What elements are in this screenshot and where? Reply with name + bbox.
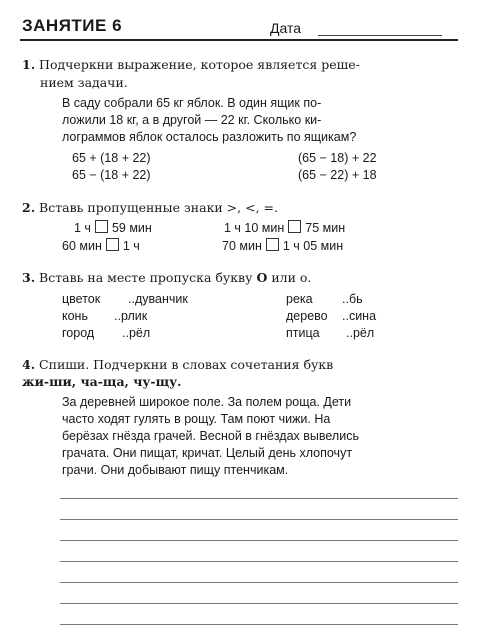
task4-text-line: берёзах гнёзда грачей. Весной в гнёздах вывелись xyxy=(62,429,359,443)
task4-number: 4. xyxy=(22,357,36,372)
task4-instruction-line1: Спиши. Подчеркни в словах сочетания букв xyxy=(39,357,334,372)
comparison-right: 75 мин xyxy=(305,221,346,235)
writing-line[interactable] xyxy=(60,624,458,625)
task1-problem-line2: ложили 18 кг, а в другой — 22 кг. Сколько ки- xyxy=(62,113,322,127)
word-item: конь xyxy=(62,309,88,323)
writing-line[interactable] xyxy=(60,540,458,541)
sign-box[interactable] xyxy=(95,220,108,233)
writing-line[interactable] xyxy=(60,519,458,520)
task4-text-line: грачи. Они добывают пищу птенчикам. xyxy=(62,463,289,477)
task3-number: 3. xyxy=(22,270,36,285)
task3-letter-lower: о. xyxy=(299,270,312,285)
word-gap[interactable]: ..бь xyxy=(342,292,363,306)
task2-instruction-text: Вставь пропущенные знаки >, <, =. xyxy=(39,200,278,215)
comparison-row xyxy=(74,220,152,235)
comparison-left: 60 мин xyxy=(62,239,102,253)
task1-instruction-line2: нием задачи. xyxy=(40,75,128,90)
header-divider xyxy=(20,39,458,41)
task3-instruction-text: Вставь на месте пропуска букву xyxy=(39,270,253,285)
expression-option[interactable]: (65 − 22) + 18 xyxy=(298,168,377,182)
date-label: Дата xyxy=(270,20,302,36)
task2-number: 2. xyxy=(22,200,36,215)
word-item: дерево xyxy=(286,309,328,323)
writing-line[interactable] xyxy=(60,603,458,604)
task1-instruction xyxy=(22,57,360,72)
writing-line[interactable] xyxy=(60,561,458,562)
lesson-title: ЗАНЯТИЕ 6 xyxy=(22,16,123,35)
expression-option[interactable]: 65 + (18 + 22) xyxy=(72,151,151,165)
word-gap[interactable]: ..дуванчик xyxy=(128,292,188,306)
expression-option[interactable]: (65 − 18) + 22 xyxy=(298,151,377,165)
word-gap[interactable]: ..рёл xyxy=(346,326,375,340)
task4-text-line: часто ходят гулять в рощу. Там поют чижи. На xyxy=(62,412,331,426)
sign-box[interactable] xyxy=(288,220,301,233)
task2-instruction xyxy=(22,200,278,215)
comparison-row xyxy=(222,238,343,253)
comparison-row xyxy=(62,238,140,253)
comparison-right: 59 мин xyxy=(111,221,152,235)
comparison-left: 1 ч xyxy=(74,221,91,235)
expression-option[interactable]: 65 − (18 + 22) xyxy=(72,168,151,182)
comparison-right: 1 ч 05 мин xyxy=(282,239,344,253)
task3-instruction xyxy=(22,270,311,285)
word-item: город xyxy=(62,326,95,340)
task1-problem-line1: В саду собрали 65 кг яблок. В один ящик по- xyxy=(62,96,322,110)
word-item: цветок xyxy=(62,292,101,306)
word-gap[interactable]: ..сина xyxy=(342,309,377,323)
word-item: река xyxy=(286,292,313,306)
date-input-line[interactable] xyxy=(318,35,442,36)
task4-text-line: грачата. Они пищат, кричат. Целый день хлопочут xyxy=(62,446,353,460)
word-gap[interactable]: ..рлик xyxy=(114,309,148,323)
comparison-row xyxy=(224,220,345,235)
task4-instruction-line2: жи-ши, ча-ща, чу-щу. xyxy=(22,374,182,389)
task1-number: 1. xyxy=(22,57,36,72)
task1-instruction-line1: Подчеркни выражение, которое является реше- xyxy=(39,57,360,72)
task3-letter-upper: О xyxy=(256,270,268,285)
task3-or: или xyxy=(271,270,296,285)
task1-problem-line3: лограммов яблок осталось разложить по ящикам? xyxy=(62,130,357,144)
comparison-left: 70 мин xyxy=(222,239,262,253)
word-item: птица xyxy=(286,326,320,340)
comparison-right: 1 ч xyxy=(122,239,140,253)
sign-box[interactable] xyxy=(266,238,279,251)
writing-line[interactable] xyxy=(60,582,458,583)
writing-line[interactable] xyxy=(60,498,458,499)
task4-instruction xyxy=(22,357,333,372)
sign-box[interactable] xyxy=(106,238,119,251)
comparison-left: 1 ч 10 мин xyxy=(224,221,285,235)
task4-text-line: За деревней широкое поле. За полем роща. Дети xyxy=(62,395,352,409)
word-gap[interactable]: ..рёл xyxy=(122,326,151,340)
